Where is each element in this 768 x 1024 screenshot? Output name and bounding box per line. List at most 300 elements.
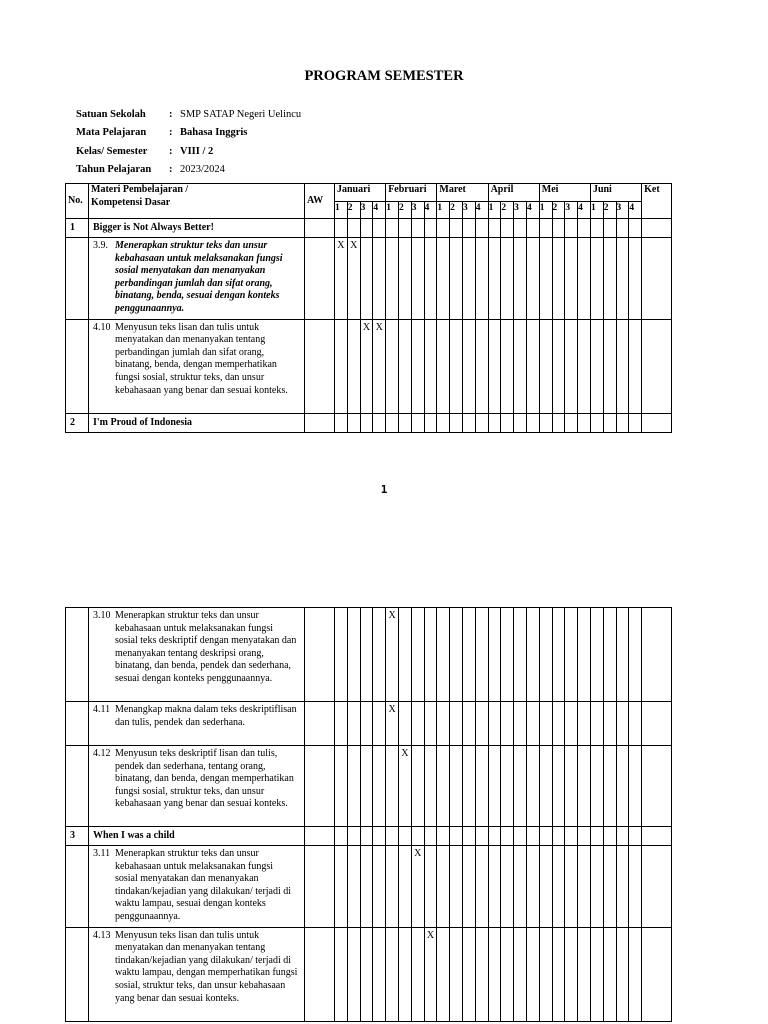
week-cell — [437, 827, 450, 846]
week-cell — [629, 702, 642, 746]
week-cell — [437, 927, 450, 1021]
kd-cell — [89, 608, 305, 702]
topic-row — [66, 219, 672, 238]
week-cell — [629, 413, 642, 432]
week-cell — [526, 746, 539, 827]
week-cell — [462, 827, 475, 846]
week-cell — [450, 702, 463, 746]
week-cell — [590, 413, 603, 432]
week-cell — [526, 413, 539, 432]
header-week-cell: 1 — [437, 202, 450, 219]
week-cell — [578, 238, 591, 320]
week-cell — [539, 927, 552, 1021]
week-cell — [398, 702, 411, 746]
info-separator: : — [169, 145, 173, 157]
week-cell — [526, 846, 539, 928]
info-row-subject — [76, 127, 301, 145]
week-cell — [514, 827, 527, 846]
week-cell — [450, 608, 463, 702]
week-cell — [475, 827, 488, 846]
week-cell — [603, 927, 616, 1021]
ket-cell — [642, 608, 672, 702]
week-cell — [552, 608, 565, 702]
kd-cell — [89, 746, 305, 827]
week-cell — [590, 846, 603, 928]
week-cell — [616, 927, 629, 1021]
week-cell — [603, 746, 616, 827]
row-number — [66, 238, 89, 320]
aw-cell — [305, 608, 335, 702]
week-cell — [565, 608, 578, 702]
week-cell — [552, 238, 565, 320]
week-cell — [578, 219, 591, 238]
week-cell — [629, 927, 642, 1021]
week-cell — [488, 746, 501, 827]
topic-title: I'm Proud of Indonesia — [89, 413, 305, 432]
week-cell — [398, 413, 411, 432]
kd-entry — [89, 238, 304, 319]
header-month-maret: Maret — [437, 184, 488, 202]
week-cell — [590, 219, 603, 238]
week-cell — [386, 827, 399, 846]
week-cell — [335, 608, 348, 702]
week-cell — [629, 219, 642, 238]
week-cell — [590, 827, 603, 846]
week-cell — [514, 927, 527, 1021]
kd-text: Menangkap makna dalam teks deskriptiflisan dan tulis, pendek dan sederhana. — [115, 704, 297, 728]
kd-text: Menerapkan struktur teks dan unsur kebahasaan untuk melaksanakan fungsi sosial menyatakan dan menanyakan tindakan/kejadian yang dilakukan/ terjadi di waktu lampau, sesuai dengan konteks penggunaannya. — [115, 848, 292, 922]
kd-text: Menerapkan struktur teks dan unsur kebahasaan untuk melaksanakan fungsi sosial teks deskriptif dengan menyatakan dan menanyakan tentang deskripsi orang, binatang, dan benda, pendek dan sederhana, sesuai dengan konteks penggunaannya. — [115, 610, 297, 684]
week-cell — [335, 827, 348, 846]
row-number — [66, 846, 89, 928]
week-cell — [616, 219, 629, 238]
week-cell — [424, 827, 437, 846]
week-cell — [616, 319, 629, 413]
week-cell — [552, 746, 565, 827]
week-cell — [565, 846, 578, 928]
week-cell — [411, 319, 424, 413]
kd-number: 4.11 — [93, 704, 111, 715]
week-cell — [437, 238, 450, 320]
aw-cell — [305, 827, 335, 846]
week-cell — [539, 827, 552, 846]
topic-title: Bigger is Not Always Better! — [89, 219, 305, 238]
kd-cell — [89, 702, 305, 746]
topic-title: When I was a child — [89, 827, 305, 846]
program-table-page1 — [65, 183, 672, 433]
week-cell — [578, 846, 591, 928]
aw-cell — [305, 219, 335, 238]
week-cell — [398, 846, 411, 928]
week-cell — [501, 608, 514, 702]
kd-row — [66, 238, 672, 320]
kd-cell — [89, 319, 305, 413]
week-cell — [590, 746, 603, 827]
week-cell — [565, 413, 578, 432]
kd-cell — [89, 927, 305, 1021]
aw-cell — [305, 746, 335, 827]
week-cell — [347, 413, 360, 432]
week-cell — [462, 413, 475, 432]
week-cell — [475, 319, 488, 413]
info-value-subject: Bahasa Inggris — [180, 127, 248, 139]
week-cell — [411, 238, 424, 320]
week-cell — [462, 219, 475, 238]
week-cell — [552, 702, 565, 746]
week-cell — [450, 846, 463, 928]
row-number: 1 — [66, 219, 89, 238]
week-cell — [450, 413, 463, 432]
row-number — [66, 927, 89, 1021]
week-cell — [437, 608, 450, 702]
week-cell — [347, 319, 360, 413]
week-cell — [424, 608, 437, 702]
week-cell — [488, 827, 501, 846]
info-value-school: SMP SATAP Negeri Uelincu — [180, 109, 302, 120]
week-cell — [488, 702, 501, 746]
week-cell — [386, 746, 399, 827]
week-cell — [603, 319, 616, 413]
week-cell — [475, 746, 488, 827]
week-cell — [360, 608, 373, 702]
week-cell — [488, 238, 501, 320]
kd-number: 4.13 — [93, 929, 111, 941]
week-cell — [526, 219, 539, 238]
week-cell — [462, 702, 475, 746]
week-cell — [539, 846, 552, 928]
week-cell — [386, 238, 399, 320]
week-cell — [501, 413, 514, 432]
week-cell — [411, 927, 424, 1021]
week-cell — [590, 927, 603, 1021]
week-cell — [565, 219, 578, 238]
week-cell — [501, 846, 514, 928]
header-materi — [89, 184, 305, 219]
week-cell — [360, 746, 373, 827]
kd-entry — [89, 320, 304, 401]
header-week-cell: 3 — [514, 202, 527, 219]
week-cell — [450, 219, 463, 238]
week-cell — [450, 827, 463, 846]
week-cell — [450, 238, 463, 320]
week-cell — [552, 219, 565, 238]
week-cell — [398, 827, 411, 846]
week-cell — [603, 608, 616, 702]
info-row-year — [76, 164, 301, 182]
week-cell — [386, 846, 399, 928]
week-mark: X — [347, 238, 360, 320]
ket-cell — [642, 238, 672, 320]
week-cell — [335, 927, 348, 1021]
week-cell — [590, 702, 603, 746]
week-cell — [437, 702, 450, 746]
kd-number: 3.10 — [93, 610, 111, 621]
week-cell — [539, 413, 552, 432]
header-week-cell: 2 — [347, 202, 360, 219]
kd-entry — [89, 746, 304, 814]
week-cell — [539, 702, 552, 746]
week-cell — [514, 219, 527, 238]
week-cell — [360, 219, 373, 238]
week-mark: X — [335, 238, 348, 320]
kd-row — [66, 846, 672, 928]
week-cell — [386, 219, 399, 238]
week-cell — [373, 219, 386, 238]
week-mark: X — [398, 746, 411, 827]
week-cell — [373, 746, 386, 827]
header-week-cell: 2 — [501, 202, 514, 219]
header-month-mei: Mei — [539, 184, 590, 202]
ket-cell — [642, 927, 672, 1021]
week-cell — [565, 702, 578, 746]
week-cell — [335, 319, 348, 413]
week-cell — [411, 702, 424, 746]
week-cell — [360, 238, 373, 320]
header-no: No. — [66, 184, 89, 219]
kd-text: Menyusun teks deskriptif lisan dan tulis, pendek dan sederhana, tentang orang, binatang, dan benda, dengan memperhatikan fungsi sosial, struktur teks, dan unsur kebahasaan yang benar dan sesuai konteks. — [115, 748, 294, 810]
week-cell — [501, 827, 514, 846]
topic-row — [66, 413, 672, 432]
kd-number: 3.11 — [93, 848, 111, 859]
week-cell — [462, 238, 475, 320]
week-cell — [616, 238, 629, 320]
week-cell — [488, 846, 501, 928]
week-cell — [475, 238, 488, 320]
week-cell — [398, 319, 411, 413]
info-row-school — [76, 109, 301, 127]
header-week-cell: 4 — [373, 202, 386, 219]
header-aw: AW — [305, 184, 335, 219]
week-cell — [347, 746, 360, 827]
week-cell — [629, 746, 642, 827]
week-cell — [616, 846, 629, 928]
header-week-cell: 2 — [552, 202, 565, 219]
week-cell — [514, 702, 527, 746]
week-cell — [347, 608, 360, 702]
week-cell — [411, 608, 424, 702]
header-week-cell: 4 — [578, 202, 591, 219]
week-cell — [539, 238, 552, 320]
week-cell — [373, 413, 386, 432]
week-cell — [552, 927, 565, 1021]
week-cell — [526, 702, 539, 746]
ket-cell — [642, 827, 672, 846]
week-cell — [450, 319, 463, 413]
week-cell — [475, 927, 488, 1021]
header-materi-line2: Kompetensi Dasar — [91, 196, 171, 208]
week-cell — [616, 413, 629, 432]
header-week-cell: 4 — [424, 202, 437, 219]
week-cell — [360, 702, 373, 746]
kd-number: 4.12 — [93, 748, 111, 759]
week-cell — [335, 846, 348, 928]
kd-row — [66, 927, 672, 1021]
week-cell — [552, 846, 565, 928]
week-cell — [552, 827, 565, 846]
kd-cell — [89, 238, 305, 320]
week-cell — [398, 238, 411, 320]
ket-cell — [642, 702, 672, 746]
week-cell — [360, 927, 373, 1021]
header-month-januari: Januari — [335, 184, 386, 202]
info-value-year: 2023/2024 — [180, 163, 225, 175]
aw-cell — [305, 846, 335, 928]
week-cell — [437, 846, 450, 928]
week-cell — [424, 319, 437, 413]
week-cell — [603, 846, 616, 928]
header-week-cell: 3 — [462, 202, 475, 219]
week-cell — [616, 746, 629, 827]
header-week-cell: 4 — [526, 202, 539, 219]
info-label: Tahun Pelajaran — [76, 163, 152, 175]
header-week-cell: 1 — [335, 202, 348, 219]
week-cell — [450, 746, 463, 827]
week-cell — [437, 413, 450, 432]
header-week-cell: 1 — [488, 202, 501, 219]
week-cell — [565, 319, 578, 413]
aw-cell — [305, 927, 335, 1021]
row-number — [66, 319, 89, 413]
week-cell — [462, 927, 475, 1021]
header-month-april: April — [488, 184, 539, 202]
week-cell — [424, 238, 437, 320]
week-cell — [347, 927, 360, 1021]
week-cell — [398, 608, 411, 702]
info-label: Kelas/ Semester — [76, 145, 148, 157]
week-cell — [526, 608, 539, 702]
week-mark: X — [360, 319, 373, 413]
week-cell — [514, 846, 527, 928]
week-cell — [501, 927, 514, 1021]
week-cell — [539, 319, 552, 413]
week-cell — [590, 319, 603, 413]
week-cell — [462, 746, 475, 827]
info-label: Satuan Sekolah — [76, 109, 146, 120]
header-week-cell: 2 — [398, 202, 411, 219]
week-cell — [501, 319, 514, 413]
week-cell — [424, 702, 437, 746]
kd-text: Menyusun teks lisan dan tulis untuk menyatakan dan menanyakan tentang perbandingan jumlah dan sifat orang, binatang, benda, dengan memperhatikan fungsi sosial, struktur teks, dan unsur kebahasaan yang benar dan sesuai konteks. — [115, 321, 288, 396]
week-cell — [475, 413, 488, 432]
week-cell — [578, 608, 591, 702]
week-cell — [373, 927, 386, 1021]
week-cell — [514, 238, 527, 320]
week-mark: X — [411, 846, 424, 928]
week-cell — [398, 219, 411, 238]
week-cell — [603, 702, 616, 746]
header-week-cell: 4 — [475, 202, 488, 219]
week-cell — [514, 608, 527, 702]
week-cell — [347, 219, 360, 238]
week-cell — [578, 413, 591, 432]
week-cell — [629, 319, 642, 413]
program-table-page2 — [65, 607, 672, 1022]
info-value-class: VIII / 2 — [180, 145, 214, 157]
aw-cell — [305, 702, 335, 746]
week-cell — [411, 746, 424, 827]
kd-entry — [89, 608, 304, 689]
week-cell — [565, 827, 578, 846]
week-cell — [578, 746, 591, 827]
row-number — [66, 702, 89, 746]
week-cell — [424, 746, 437, 827]
week-cell — [629, 238, 642, 320]
kd-entry — [89, 928, 304, 1009]
week-cell — [514, 413, 527, 432]
header-week-cell: 4 — [629, 202, 642, 219]
week-cell — [514, 319, 527, 413]
kd-entry — [89, 846, 304, 927]
week-cell — [616, 608, 629, 702]
info-separator: : — [169, 127, 173, 139]
document-title: PROGRAM SEMESTER — [304, 68, 464, 84]
week-cell — [501, 702, 514, 746]
week-cell — [539, 608, 552, 702]
week-cell — [424, 219, 437, 238]
week-cell — [501, 219, 514, 238]
header-week-cell: 3 — [360, 202, 373, 219]
week-cell — [475, 219, 488, 238]
week-cell — [373, 846, 386, 928]
week-cell — [475, 846, 488, 928]
week-cell — [360, 846, 373, 928]
week-cell — [462, 846, 475, 928]
week-cell — [386, 413, 399, 432]
week-cell — [590, 608, 603, 702]
week-cell — [475, 608, 488, 702]
header-month-februari: Februari — [386, 184, 437, 202]
kd-row — [66, 746, 672, 827]
header-month-juni: Juni — [590, 184, 641, 202]
document-info — [76, 109, 301, 182]
week-cell — [629, 608, 642, 702]
week-cell — [526, 238, 539, 320]
week-cell — [603, 413, 616, 432]
week-cell — [539, 746, 552, 827]
week-cell — [539, 219, 552, 238]
aw-cell — [305, 319, 335, 413]
week-cell — [360, 827, 373, 846]
header-week-cell: 3 — [616, 202, 629, 219]
week-cell — [411, 827, 424, 846]
week-cell — [578, 927, 591, 1021]
week-cell — [565, 746, 578, 827]
aw-cell — [305, 413, 335, 432]
week-cell — [578, 702, 591, 746]
week-cell — [488, 608, 501, 702]
week-cell — [450, 927, 463, 1021]
info-separator: : — [169, 109, 173, 120]
week-cell — [603, 219, 616, 238]
week-mark: X — [424, 927, 437, 1021]
kd-number: 3.9. — [93, 240, 108, 251]
week-cell — [360, 413, 373, 432]
week-cell — [526, 827, 539, 846]
week-cell — [616, 827, 629, 846]
week-cell — [552, 319, 565, 413]
week-cell — [462, 608, 475, 702]
week-cell — [386, 927, 399, 1021]
week-cell — [437, 219, 450, 238]
header-week-cell: 2 — [603, 202, 616, 219]
info-row-class — [76, 146, 301, 164]
week-cell — [526, 927, 539, 1021]
week-cell — [501, 238, 514, 320]
header-week-cell: 1 — [590, 202, 603, 219]
week-cell — [424, 413, 437, 432]
kd-row — [66, 702, 672, 746]
row-number — [66, 608, 89, 702]
